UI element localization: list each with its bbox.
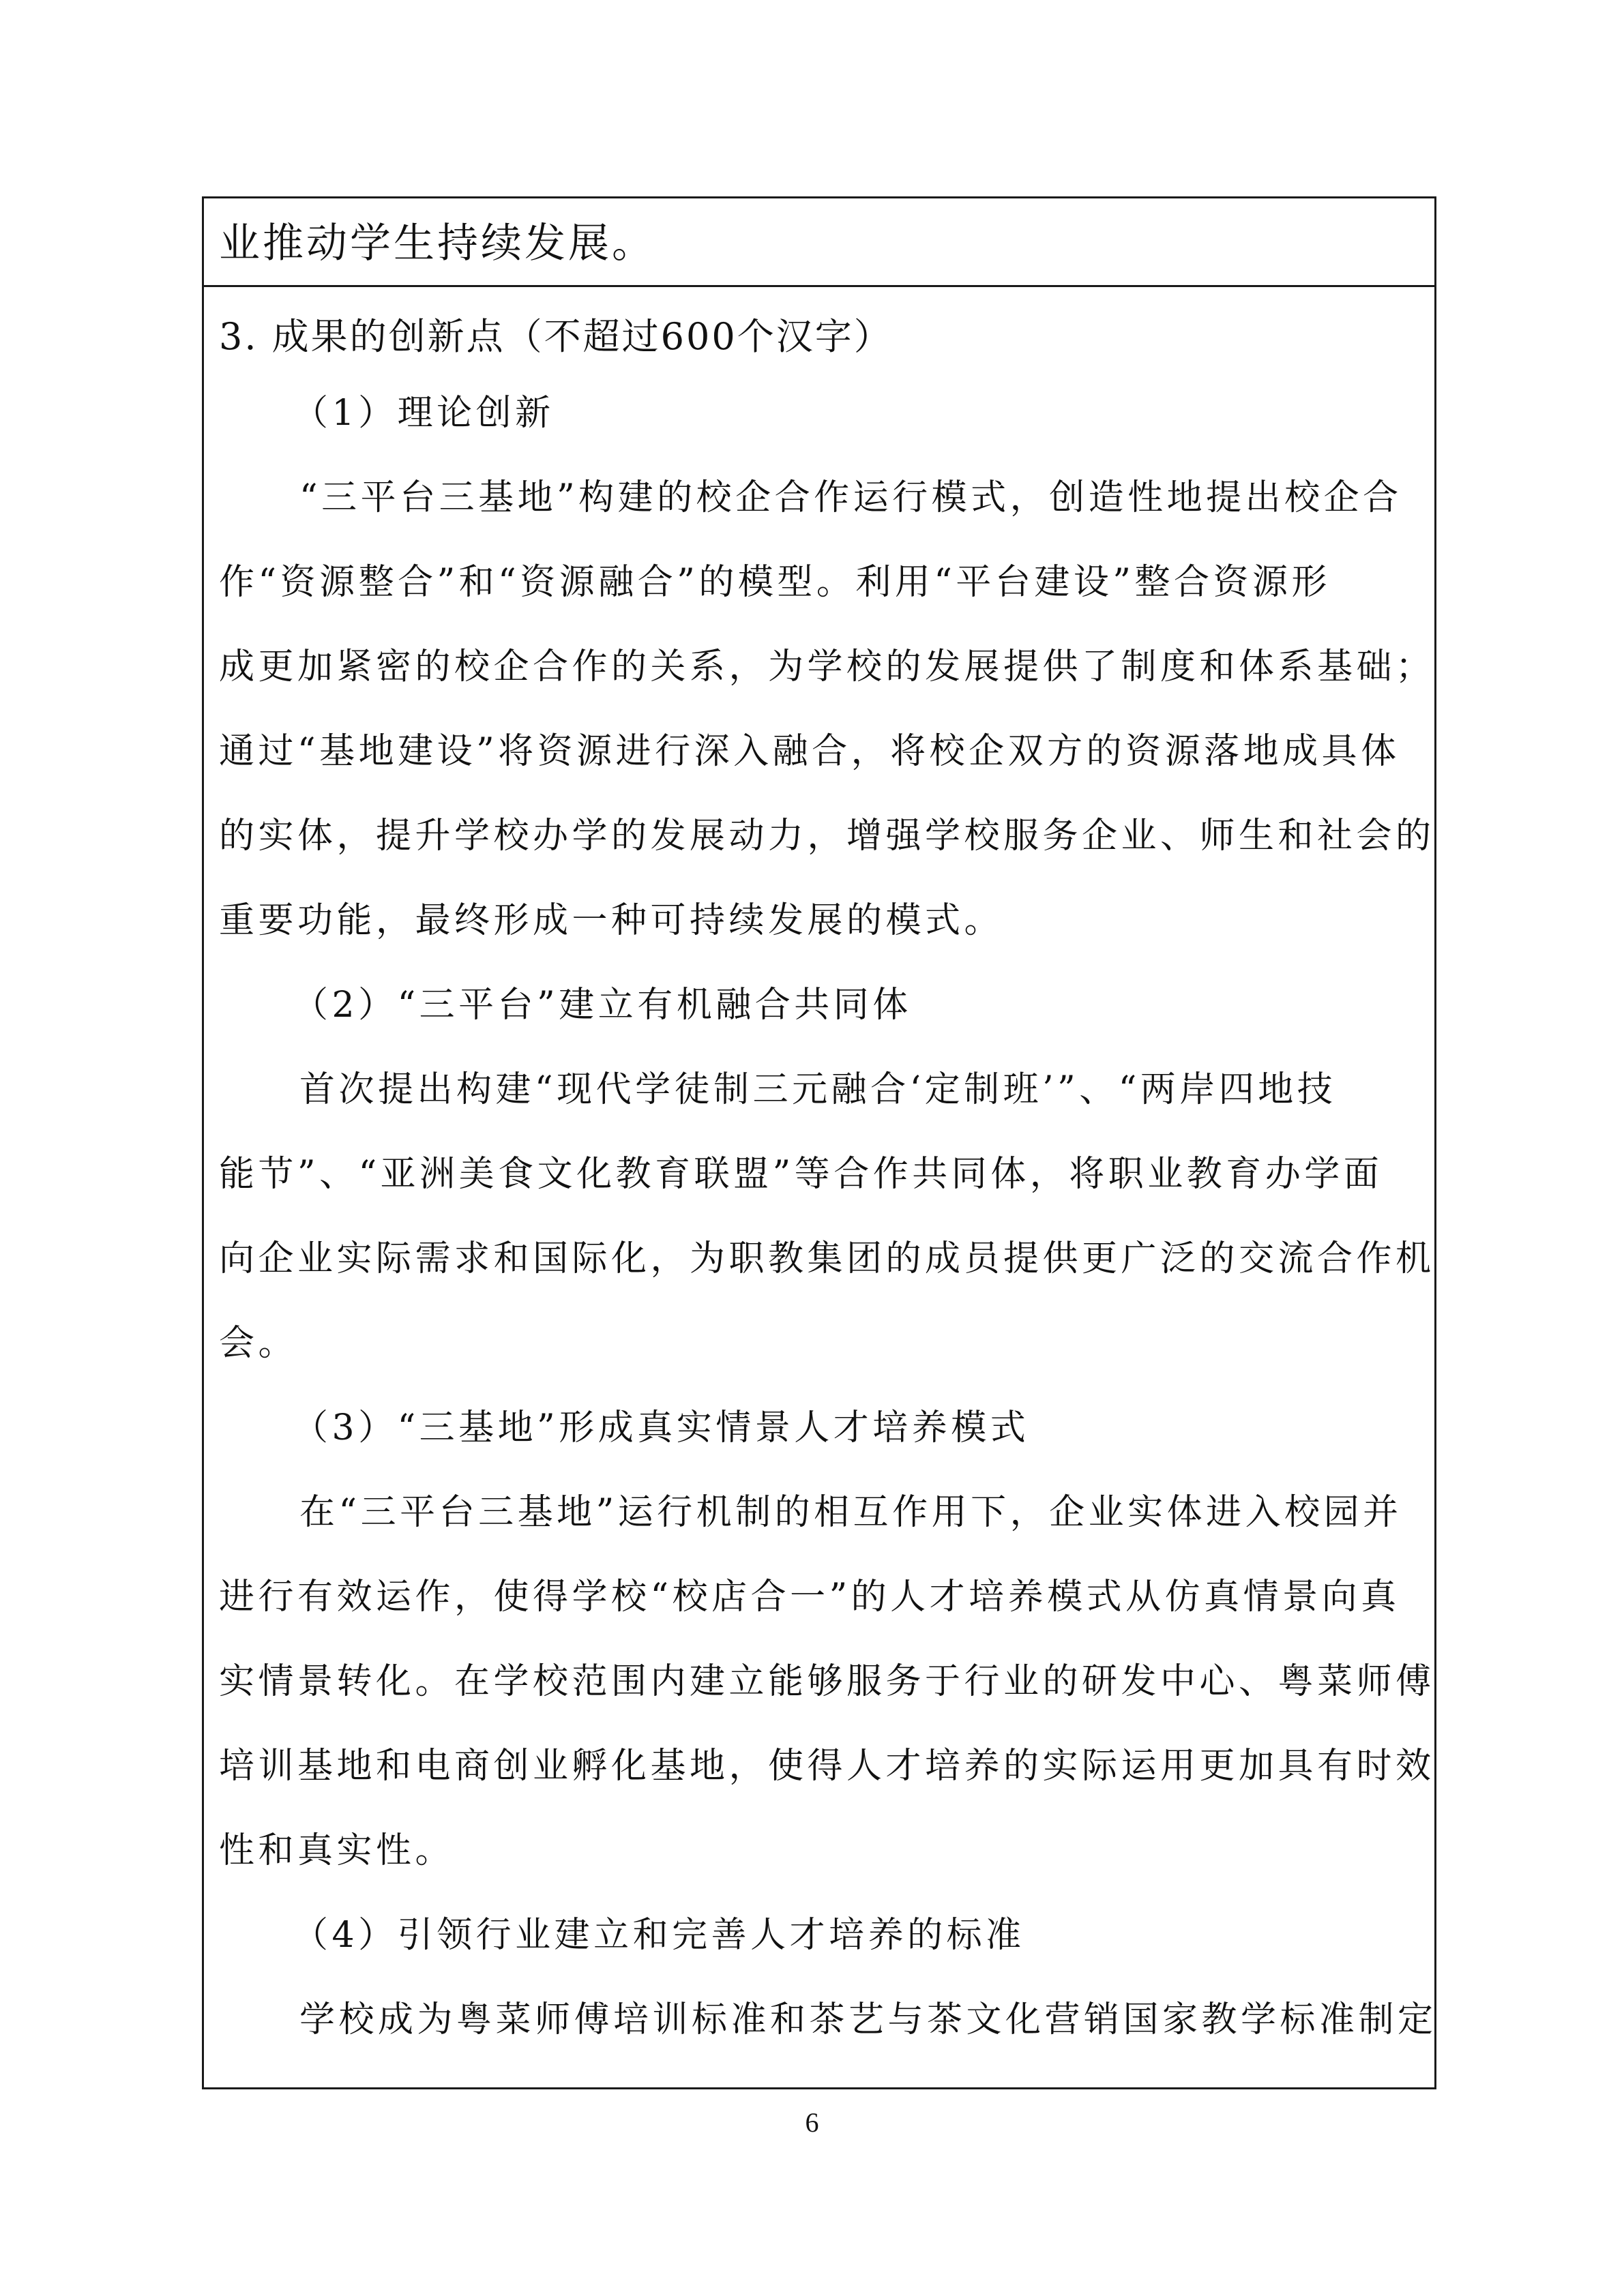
part-4-title: （4）引领行业建立和完善人才培养的标准 <box>293 1915 1025 1956</box>
page-number: 6 <box>805 2107 819 2138</box>
table-row-innovation <box>204 287 1437 2087</box>
part-2-line-3: 向企业实际需求和国际化，为职教集团的成员提供更广泛的交流合作机 <box>219 1238 1435 1279</box>
continued-text-line: 业推动学生持续发展。 <box>219 220 655 267</box>
part-3-line-3: 实情景转化。在学校范围内建立能够服务于行业的研发中心、粤菜师傅 <box>219 1661 1435 1702</box>
part-1-line-4: 通过“基地建设”将资源进行深入融合，将校企双方的资源落地成具体 <box>219 731 1400 772</box>
part-3-line-4: 培训基地和电商创业孵化基地，使得人才培养的实际运用更加具有时效 <box>219 1746 1435 1787</box>
part-4-line-1: 学校成为粤菜师傅培训标准和茶艺与茶文化营销国家教学标准制定 <box>299 1999 1437 2040</box>
part-2-line-1: 首次提出构建“现代学徒制三元融合‘定制班’”、“两岸四地技 <box>299 1069 1337 1110</box>
part-1-line-1: “三平台三基地”构建的校企合作运行模式，创造性地提出校企合 <box>299 477 1402 518</box>
part-3-line-2: 进行有效运作，使得学校“校店合一”的人才培养模式从仿真情景向真 <box>219 1577 1400 1617</box>
form-table <box>202 196 1436 2089</box>
part-2-line-2: 能节”、“亚洲美食文化教育联盟”等合作共同体，将职业教育办学面 <box>219 1154 1383 1195</box>
part-3-line-5: 性和真实性。 <box>219 1830 455 1871</box>
part-1-line-3: 成更加紧密的校企合作的关系，为学校的发展提供了制度和体系基础； <box>219 646 1435 687</box>
part-2-line-4: 会。 <box>219 1323 298 1364</box>
part-3-title: （3）“三基地”形成真实情景人才培养模式 <box>293 1407 1030 1448</box>
part-1-line-5: 的实体，提升学校办学的发展动力，增强学校服务企业、师生和社会的 <box>219 816 1435 856</box>
part-1-title: （1）理论创新 <box>293 393 555 434</box>
table-row-previous-section <box>204 198 1434 287</box>
section-heading: 3. 成果的创新点（不超过600个汉字） <box>219 315 893 358</box>
part-2-title: （2）“三平台”建立有机融合共同体 <box>293 985 912 1026</box>
part-3-line-1: 在“三平台三基地”运行机制的相互作用下，企业实体进入校园并 <box>299 1492 1402 1533</box>
part-1-line-6: 重要功能，最终形成一种可持续发展的模式。 <box>219 900 1004 941</box>
part-1-line-2: 作“资源整合”和“资源融合”的模型。利用“平台建设”整合资源形 <box>219 562 1331 603</box>
